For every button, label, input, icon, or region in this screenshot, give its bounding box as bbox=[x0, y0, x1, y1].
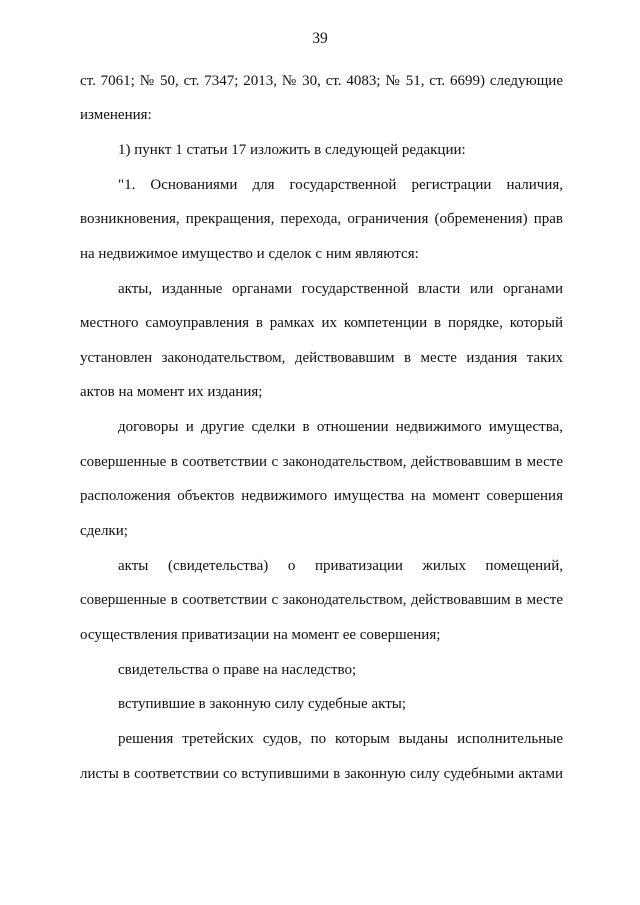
text-line: решения третейских судов, по которым выданы исполнительные bbox=[118, 731, 563, 747]
text-line: изменения: bbox=[80, 107, 152, 123]
text-line: ст. 7061; № 50, ст. 7347; 2013, № 30, ст. 4083; № 51, ст. 6699) следующие bbox=[80, 73, 563, 89]
text-line: установлен законодательством, действовавшим в месте издания таких bbox=[80, 350, 563, 366]
text-line: 1) пункт 1 статьи 17 изложить в следующей редакции: bbox=[118, 142, 466, 158]
text-line: договоры и другие сделки в отношении недвижимого имущества, bbox=[118, 419, 563, 435]
text-line: свидетельства о праве на наследство; bbox=[118, 662, 357, 678]
text-line: сделки; bbox=[80, 523, 128, 539]
text-line: расположения объектов недвижимого имущества на момент совершения bbox=[80, 488, 563, 504]
page-number: 39 bbox=[312, 30, 328, 47]
text-line: вступившие в законную силу судебные акты; bbox=[118, 696, 407, 712]
text-line: на недвижимое имущество и сделок с ним являются: bbox=[80, 246, 419, 262]
text-line: возникновения, прекращения, перехода, ограничения (обременения) прав bbox=[80, 211, 563, 227]
text-line: осуществления приватизации на момент ее совершения; bbox=[80, 627, 441, 643]
text-line: совершенные в соответствии с законодательством, действовавшим в месте bbox=[80, 592, 563, 608]
text-line: местного самоуправления в рамках их компетенции в порядке, который bbox=[80, 315, 563, 331]
text-line: актов на момент их издания; bbox=[80, 384, 263, 400]
text-line: акты (свидетельства) о приватизации жилых помещений, bbox=[118, 558, 563, 574]
text-line: акты, изданные органами государственной власти или органами bbox=[118, 281, 563, 297]
text-line: листы в соответствии со вступившими в законную силу судебными актами bbox=[80, 766, 563, 782]
text-line: "1. Основаниями для государственной регистрации наличия, bbox=[118, 177, 563, 193]
text-line: совершенные в соответствии с законодательством, действовавшим в месте bbox=[80, 454, 563, 470]
